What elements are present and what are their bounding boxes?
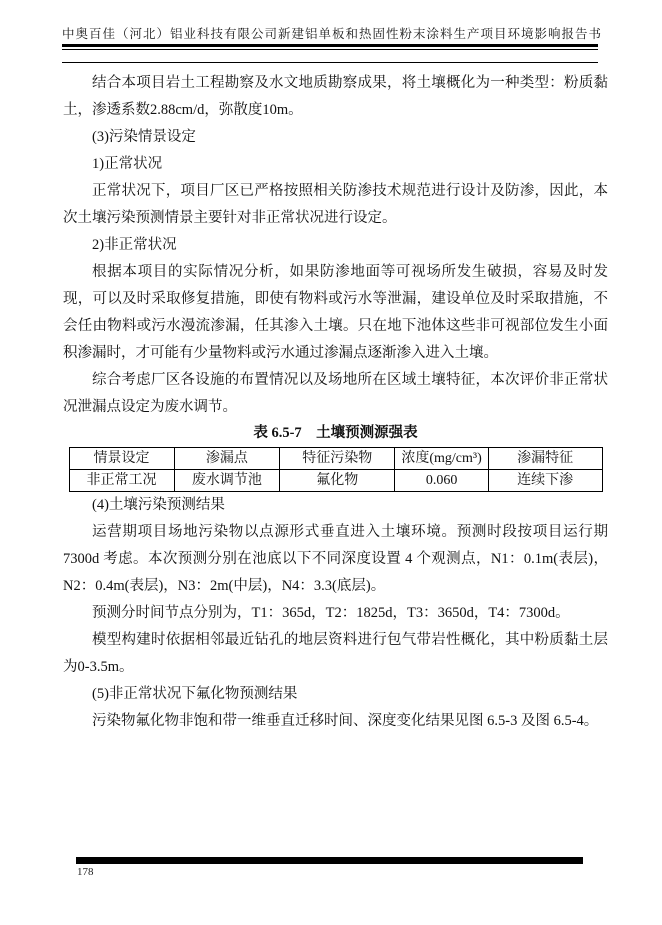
paragraphs-after-table [63,492,608,735]
paragraph: 污染物氟化物非饱和带一维垂直迁移时间、深度变化结果见图 6.5-3 及图 6.5-4。 [92,713,599,729]
table-caption: 表 6.5-7 土壤预测源强表 [253,425,418,441]
table-header-row-cell: 情景设定 [69,448,174,470]
header-separator-rule [62,62,598,63]
paragraph: 模型构建时依据相邻最近钻孔的地层资料进行包气带岩性概化，其中粉质黏土层为0-3.5m。 [63,632,608,675]
header-title: 中奥百佳（河北）铝业科技有限公司新建铝单板和热固性粉末涂料生产项目环境影响报告书 [62,27,603,41]
source-strength-table [69,447,603,492]
paragraph: 正常状况下，项目厂区已严格按照相关防渗技术规范进行设计及防渗，因此，本次土壤污染预测情景主要针对非正常状况进行设定。 [63,183,608,226]
header-rule-thick [62,44,598,47]
table-header-row-cell: 渗漏点 [174,448,280,470]
table-row-cell: 非正常工况 [69,470,174,492]
paragraph: 预测分时间节点分别为，T1：365d，T2：1825d，T3：3650d，T4：7300d。 [92,605,570,621]
paragraph: (5)非正常状况下氟化物预测结果 [92,686,298,702]
header-rule-thin [62,49,598,50]
paragraph: (3)污染情景设定 [92,129,196,145]
paragraph: (4)土壤污染预测结果 [92,497,225,513]
table-header-row-cell: 浓度(mg/cm³) [395,448,488,470]
table-header-row-cell: 特征污染物 [280,448,395,470]
table-row-cell: 连续下渗 [488,470,602,492]
paragraph: 1)正常状况 [92,156,163,172]
paragraph: 综合考虑厂区各设施的布置情况以及场地所在区域土壤特征，本次评价非正常状况泄漏点设定为废水调节。 [63,372,608,415]
paragraph: 2)非正常状况 [92,237,177,253]
paragraph: 结合本项目岩土工程勘察及水文地质勘察成果，将土壤概化为一种类型：粉质黏土，渗透系数2.88cm/d，弥散度10m。 [63,75,608,118]
table-row-cell: 氟化物 [280,470,395,492]
paragraph: 运营期项目场地污染物以点源形式垂直进入土壤环境。预测时段按项目运行期7300d 考虑。本次预测分别在池底以下不同深度设置 4 个观测点，N1：0.1m(表层)，N2：0.4m(表层)，N3：2m(中层)，N4：3.3(底层)。 [63,524,608,594]
footer-rule [76,857,583,864]
table-header-row-cell: 渗漏特征 [488,448,602,470]
paragraph: 根据本项目的实际情况分析，如果防渗地面等可视场所发生破损，容易及时发现，可以及时采取修复措施，即使有物料或污水等泄漏，建设单位及时采取措施，不会任由物料或污水漫流渗漏，任其渗入土壤。只在地下池体这些非可视部位发生小面积渗漏时，才可能有少量物料或污水通过渗漏点逐渐渗入进入土壤。 [63,264,608,361]
table-row-cell: 0.060 [395,470,488,492]
document-body [63,70,608,735]
paragraphs-before-table [63,70,608,421]
table-header-row [69,448,602,470]
table-row-cell: 废水调节池 [174,470,280,492]
table-row [69,470,602,492]
page-number: 178 [77,866,94,878]
